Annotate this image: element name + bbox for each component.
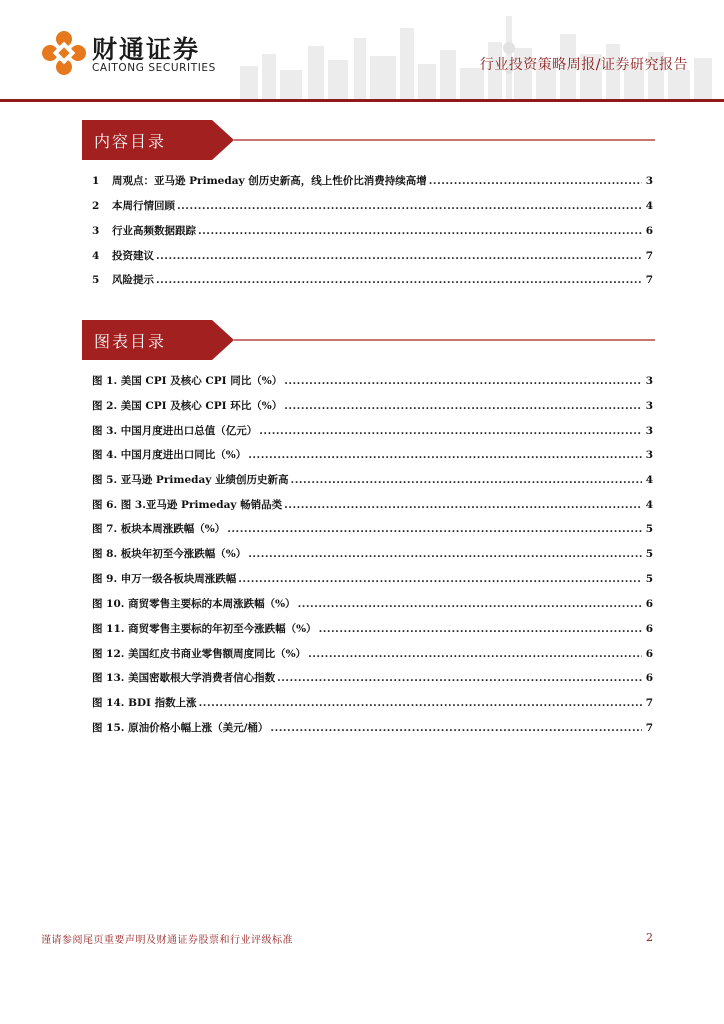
disclaimer-note: 谨请参阅尾页重要声明及财通证券股票和行业评级标准 <box>41 935 293 946</box>
figure-item-title: 图 8. 板块年初至今涨跌幅（%） <box>92 548 247 560</box>
figure-item-page: 3 <box>645 449 653 461</box>
figure-item-title: 图 7. 板块本周涨跌幅（%） <box>92 523 226 535</box>
header-divider <box>0 99 724 102</box>
figures-title: 图表目录 <box>94 332 167 351</box>
toc-leader-dots <box>199 697 642 709</box>
toc-leader-dots <box>319 623 642 635</box>
toc-item-page: 4 <box>645 200 653 212</box>
toc-leader-dots <box>177 200 642 212</box>
toc-leader-dots <box>248 548 642 560</box>
toc-item[interactable] <box>92 223 653 243</box>
toc-leader-dots <box>238 573 642 585</box>
figure-item-title: 图 2. 美国 CPI 及核心 CPI 环比（%） <box>92 400 283 412</box>
figure-list-item[interactable] <box>92 670 653 690</box>
figure-list-item[interactable] <box>92 646 653 666</box>
caitong-logo <box>41 30 87 76</box>
toc-item-title: 行业高频数据跟踪 <box>112 225 196 237</box>
figure-item-page: 4 <box>645 474 653 486</box>
toc-item[interactable] <box>92 272 653 292</box>
toc-item[interactable] <box>92 173 653 193</box>
report-type-label: 行业投资策略周报/证券研究报告 <box>479 57 688 73</box>
toc-item-page: 7 <box>645 274 653 286</box>
figure-item-title: 图 5. 亚马逊 Primeday 业绩创历史新高 <box>92 474 289 486</box>
figure-item-title: 图 12. 美国红皮书商业零售额周度同比（%） <box>92 648 307 660</box>
figure-item-title: 图 9. 申万一级各板块周涨跌幅 <box>92 573 237 585</box>
figure-item-page: 6 <box>645 648 653 660</box>
toc-item-title: 周观点：亚马逊 Primeday 创历史新高，线上性价比消费持续高增 <box>112 175 427 187</box>
toc-leader-dots <box>291 474 642 486</box>
page-footer <box>41 931 653 947</box>
toc-leader-dots <box>156 274 642 286</box>
figure-item-title: 图 11. 商贸零售主要标的年初至今涨跌幅（%） <box>92 623 317 635</box>
figure-list-item[interactable] <box>92 695 653 715</box>
toc-leader-dots <box>284 400 642 412</box>
toc-item-page: 6 <box>645 225 653 237</box>
figure-list-item[interactable] <box>92 398 653 418</box>
toc-item-number: 2 <box>92 200 100 212</box>
toc-item-number: 1 <box>92 175 100 187</box>
toc-item-number: 5 <box>92 274 100 286</box>
toc-leader-dots <box>298 598 642 610</box>
figure-list-item[interactable] <box>92 447 653 467</box>
figure-item-title: 图 14. BDI 指数上涨 <box>92 697 197 709</box>
figure-list-item[interactable] <box>92 546 653 566</box>
toc-item-number: 4 <box>92 250 100 262</box>
figure-item-page: 3 <box>645 400 653 412</box>
toc-leader-dots <box>308 648 642 660</box>
figure-item-page: 6 <box>645 598 653 610</box>
figure-item-title: 图 10. 商贸零售主要标的本周涨跌幅（%） <box>92 598 296 610</box>
figure-item-page: 3 <box>645 425 653 437</box>
figure-item-title: 图 4. 中国月度进出口同比（%） <box>92 449 247 461</box>
figure-item-page: 7 <box>645 722 653 734</box>
figure-item-title: 图 6. 图 3.亚马逊 Primeday 畅销品类 <box>92 499 283 511</box>
figure-list-item[interactable] <box>92 497 653 517</box>
toc-leader-dots <box>284 499 642 511</box>
toc-item[interactable] <box>92 198 653 218</box>
figure-list-item[interactable] <box>92 521 653 541</box>
toc-leader-dots <box>259 425 642 437</box>
figure-list-item[interactable] <box>92 621 653 641</box>
toc-item-page: 3 <box>645 175 653 187</box>
figure-item-page: 7 <box>645 697 653 709</box>
toc-item-title: 风险提示 <box>112 274 154 286</box>
figure-list-item[interactable] <box>92 596 653 616</box>
brand-name-english: CAITONG SECURITIES <box>92 62 216 74</box>
toc-leader-dots <box>227 523 642 535</box>
figure-item-page: 5 <box>645 523 653 535</box>
figure-list-item[interactable] <box>92 720 653 740</box>
toc-leader-dots <box>284 375 642 387</box>
figure-item-title: 图 13. 美国密歇根大学消费者信心指数 <box>92 672 276 684</box>
toc-leader-dots <box>248 449 642 461</box>
toc-item-title: 本周行情回顾 <box>112 200 175 212</box>
toc-leader-dots <box>277 672 642 684</box>
toc-item[interactable] <box>92 248 653 268</box>
figure-item-page: 5 <box>645 548 653 560</box>
brand-name-chinese: 财通证券 <box>92 35 201 64</box>
figure-item-title: 图 1. 美国 CPI 及核心 CPI 同比（%） <box>92 375 283 387</box>
figure-item-page: 5 <box>645 573 653 585</box>
figure-item-title: 图 15. 原油价格小幅上涨（美元/桶） <box>92 722 269 734</box>
page-number: 2 <box>646 931 653 944</box>
toc-leader-dots <box>429 175 642 187</box>
figure-item-title: 图 3. 中国月度进出口总值（亿元） <box>92 425 258 437</box>
contents-title: 内容目录 <box>94 132 167 151</box>
toc-item-title: 投资建议 <box>112 250 154 262</box>
banner-shape <box>82 320 655 360</box>
toc-leader-dots <box>270 722 642 734</box>
figure-list-item[interactable] <box>92 472 653 492</box>
figure-list-item[interactable] <box>92 373 653 393</box>
contents-section-banner <box>82 120 655 160</box>
figure-item-page: 4 <box>645 499 653 511</box>
page-header <box>0 0 724 104</box>
figure-item-page: 3 <box>645 375 653 387</box>
figure-item-page: 6 <box>645 672 653 684</box>
toc-item-page: 7 <box>645 250 653 262</box>
figures-section-banner <box>82 320 655 360</box>
toc-item-number: 3 <box>92 225 100 237</box>
figure-list-item[interactable] <box>92 571 653 591</box>
figure-list-item[interactable] <box>92 423 653 443</box>
toc-leader-dots <box>198 225 642 237</box>
banner-shape <box>82 120 655 160</box>
figure-item-page: 6 <box>645 623 653 635</box>
toc-leader-dots <box>156 250 642 262</box>
